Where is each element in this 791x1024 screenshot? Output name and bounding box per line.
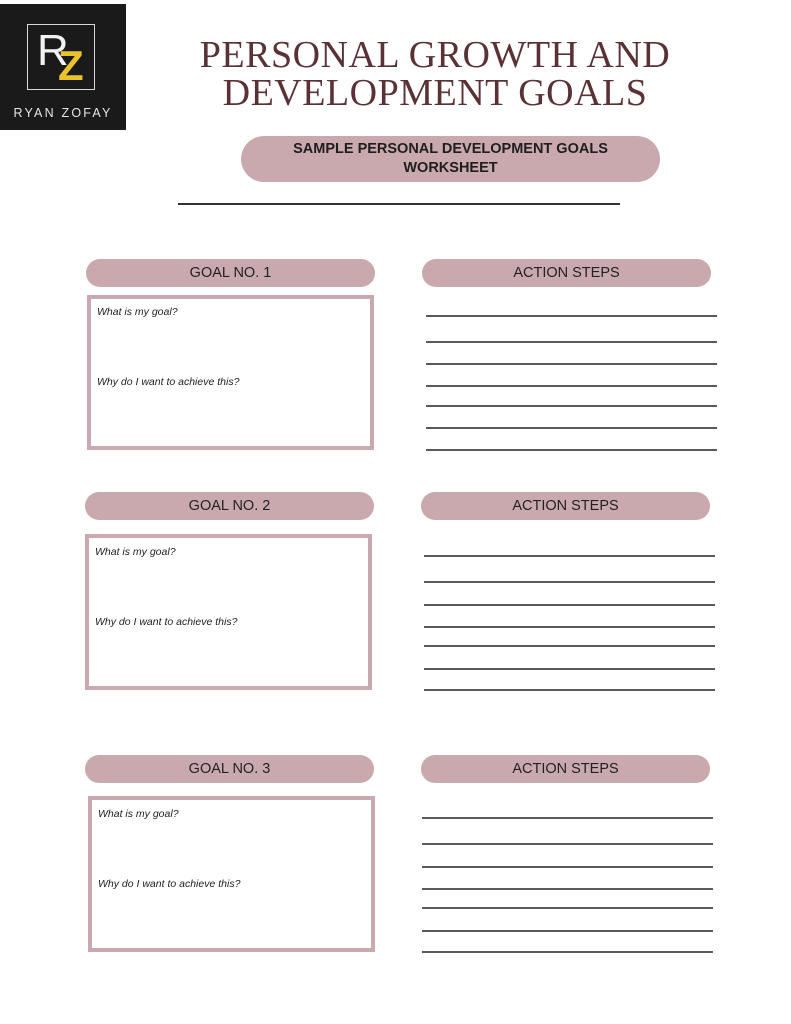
goal-3-label: GOAL NO. 3 (188, 761, 271, 777)
action-line[interactable] (426, 385, 717, 387)
goal-3-header (85, 755, 374, 783)
logo-name: RYAN ZOFAY (13, 106, 113, 120)
goal-1-question-why: Why do I want to achieve this? (97, 376, 240, 388)
goal-1-action-header (422, 259, 711, 287)
goal-1-label: GOAL NO. 1 (189, 265, 272, 281)
goal-3-box[interactable] (88, 796, 375, 952)
action-line[interactable] (424, 555, 715, 557)
action-line[interactable] (422, 888, 713, 890)
goal-2-question-what: What is my goal? (95, 546, 176, 558)
action-line[interactable] (422, 951, 713, 953)
action-line[interactable] (426, 427, 717, 429)
title-line-1: PERSONAL GROWTH AND (199, 34, 671, 76)
goal-3-question-why: Why do I want to achieve this? (98, 878, 241, 890)
action-line[interactable] (426, 363, 717, 365)
page-title (180, 36, 690, 112)
action-line[interactable] (422, 843, 713, 845)
logo-letter-r: R (37, 26, 69, 75)
goal-2-header (85, 492, 374, 520)
title-line-2: DEVELOPMENT GOALS (222, 72, 648, 114)
action-line[interactable] (426, 405, 717, 407)
action-line[interactable] (424, 668, 715, 670)
goal-3-action-header (421, 755, 710, 783)
action-line[interactable] (422, 930, 713, 932)
goal-3-question-what: What is my goal? (98, 808, 179, 820)
goal-1-box[interactable] (87, 295, 374, 450)
action-line[interactable] (424, 604, 715, 606)
action-line[interactable] (422, 907, 713, 909)
goal-2-action-label: ACTION STEPS (512, 498, 619, 514)
action-line[interactable] (424, 581, 715, 583)
logo (0, 4, 126, 130)
subtitle-banner (241, 136, 660, 182)
goal-3-action-label: ACTION STEPS (512, 761, 619, 777)
goal-1-action-label: ACTION STEPS (513, 265, 620, 281)
action-line[interactable] (424, 645, 715, 647)
action-line[interactable] (422, 817, 713, 819)
header-divider (178, 203, 620, 205)
action-line[interactable] (426, 341, 717, 343)
logo-letter-z: Z (58, 42, 84, 89)
action-line[interactable] (422, 866, 713, 868)
goal-2-box[interactable] (85, 534, 372, 690)
logo-monogram-frame (27, 24, 95, 90)
action-line[interactable] (426, 315, 717, 317)
action-line[interactable] (424, 626, 715, 628)
action-line[interactable] (426, 449, 717, 451)
action-line[interactable] (424, 689, 715, 691)
goal-1-question-what: What is my goal? (97, 306, 178, 318)
subtitle-text: SAMPLE PERSONAL DEVELOPMENT GOALS WORKSHEET (293, 141, 608, 176)
goal-2-question-why: Why do I want to achieve this? (95, 616, 238, 628)
goal-1-header (86, 259, 375, 287)
goal-2-label: GOAL NO. 2 (188, 498, 271, 514)
goal-2-action-header (421, 492, 710, 520)
